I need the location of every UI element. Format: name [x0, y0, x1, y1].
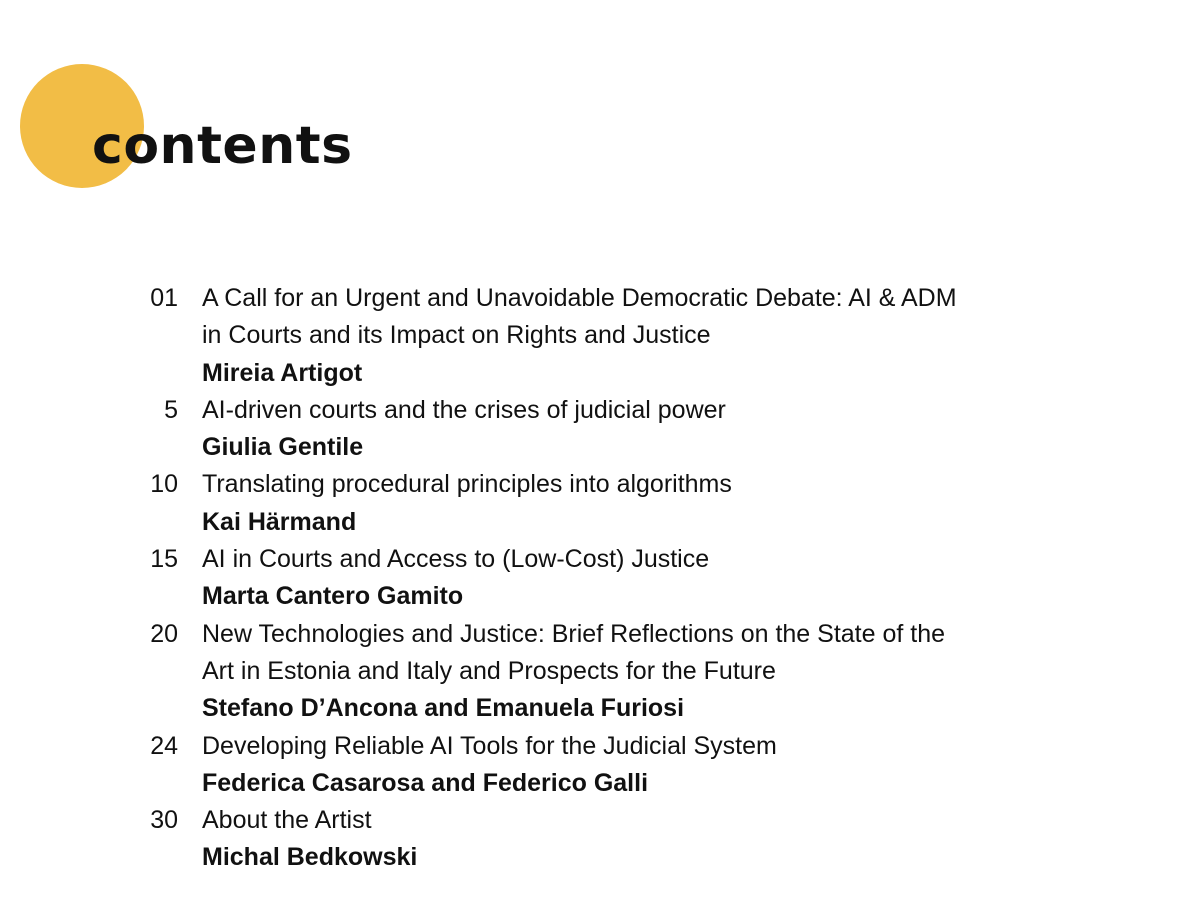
toc-entry-body: [202, 616, 1140, 728]
toc-entry-body: [202, 392, 1140, 467]
toc-title-line: Translating procedural principles into algorithms: [202, 470, 732, 499]
toc-author: Kai Härmand: [202, 507, 357, 536]
toc-title-line: Developing Reliable AI Tools for the Judicial System: [202, 731, 777, 760]
table-of-contents: [140, 280, 1140, 877]
toc-entry[interactable]: [140, 616, 1140, 728]
toc-author: Marta Cantero Gamito: [202, 582, 464, 611]
toc-author: Michal Bedkowski: [202, 843, 418, 872]
toc-author: Mireia Artigot: [202, 358, 363, 387]
toc-entry-body: [202, 802, 1140, 877]
toc-title-line: New Technologies and Justice: Brief Reflections on the State of the: [202, 619, 946, 648]
toc-entry-body: [202, 280, 1140, 392]
page-title: contents: [92, 116, 353, 176]
toc-page-number: 01: [150, 284, 178, 312]
toc-entry[interactable]: [140, 541, 1140, 616]
toc-page-number: 5: [164, 395, 178, 424]
toc-page-number: 15: [150, 545, 178, 574]
toc-entry[interactable]: [140, 802, 1140, 877]
toc-entry-body: [202, 541, 1140, 616]
toc-entry-body: [202, 728, 1140, 803]
toc-page-number: 24: [150, 731, 178, 760]
toc-title-line: A Call for an Urgent and Unavoidable Democratic Debate: AI & ADM: [202, 284, 957, 312]
toc-title-line: AI-driven courts and the crises of judicial power: [202, 395, 726, 424]
toc-entry[interactable]: [140, 392, 1140, 467]
toc-author: Federica Casarosa and Federico Galli: [202, 768, 649, 797]
toc-entry-body: [202, 466, 1140, 541]
toc-entry[interactable]: [140, 466, 1140, 541]
toc-page-number: 10: [150, 470, 178, 499]
toc-title-line: in Courts and its Impact on Rights and Justice: [202, 321, 711, 350]
toc-entry[interactable]: [140, 728, 1140, 803]
toc-page-number: 20: [150, 619, 178, 648]
toc-title-line: Art in Estonia and Italy and Prospects for the Future: [202, 656, 776, 685]
toc-title-line: AI in Courts and Access to (Low-Cost) Justice: [202, 545, 710, 574]
toc-page-number: 30: [150, 806, 178, 835]
toc-author: Giulia Gentile: [202, 433, 364, 462]
toc-author: Stefano D’Ancona and Emanuela Furiosi: [202, 694, 685, 723]
toc-entry[interactable]: [140, 280, 1140, 392]
toc-title-line: About the Artist: [202, 806, 372, 835]
